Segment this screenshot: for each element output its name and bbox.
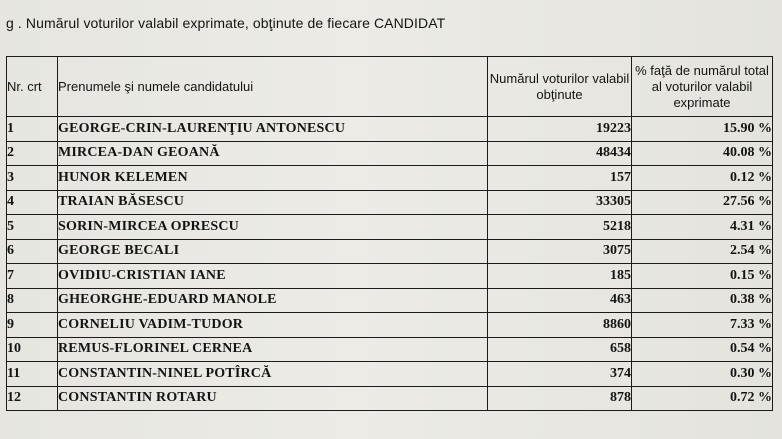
table-row	[7, 386, 773, 411]
candidate-results-table	[6, 56, 773, 411]
valid-votes-cell: 878	[488, 386, 632, 411]
row-number-cell: 11	[7, 362, 58, 387]
percentage-cell: 15.90 %	[632, 117, 773, 142]
table-row	[7, 239, 773, 264]
valid-votes-cell: 374	[488, 362, 632, 387]
valid-votes-cell: 185	[488, 264, 632, 289]
row-number-cell: 3	[7, 166, 58, 191]
table-row	[7, 166, 773, 191]
candidate-name-cell: CONSTANTIN-NINEL POTÎRCĂ	[58, 362, 488, 387]
row-number-cell: 6	[7, 239, 58, 264]
valid-votes-cell: 5218	[488, 215, 632, 240]
percentage-cell: 0.54 %	[632, 337, 773, 362]
candidate-name-cell: HUNOR KELEMEN	[58, 166, 488, 191]
percentage-cell: 0.15 %	[632, 264, 773, 289]
table-row	[7, 337, 773, 362]
candidate-name-cell: SORIN-MIRCEA OPRESCU	[58, 215, 488, 240]
header-percentage: % faţă de numărul total al voturilor valabil exprimate	[632, 57, 773, 117]
percentage-cell: 4.31 %	[632, 215, 773, 240]
valid-votes-cell: 19223	[488, 117, 632, 142]
row-number-cell: 12	[7, 386, 58, 411]
percentage-cell: 0.38 %	[632, 288, 773, 313]
candidate-name-cell: OVIDIU-CRISTIAN IANE	[58, 264, 488, 289]
candidate-name-cell: GHEORGHE-EDUARD MANOLE	[58, 288, 488, 313]
table-row	[7, 190, 773, 215]
row-number-cell: 10	[7, 337, 58, 362]
candidate-name-cell: CORNELIU VADIM-TUDOR	[58, 313, 488, 338]
percentage-cell: 0.30 %	[632, 362, 773, 387]
valid-votes-cell: 658	[488, 337, 632, 362]
table-body	[7, 117, 773, 411]
valid-votes-cell: 8860	[488, 313, 632, 338]
table-row	[7, 313, 773, 338]
percentage-cell: 40.08 %	[632, 141, 773, 166]
header-nr-crt: Nr. crt	[7, 57, 58, 117]
candidate-name-cell: REMUS-FLORINEL CERNEA	[58, 337, 488, 362]
table-row	[7, 141, 773, 166]
header-candidate-name: Prenumele şi numele candidatului	[58, 57, 488, 117]
table-row	[7, 215, 773, 240]
table-row	[7, 264, 773, 289]
valid-votes-cell: 33305	[488, 190, 632, 215]
valid-votes-cell: 157	[488, 166, 632, 191]
candidate-name-cell: MIRCEA-DAN GEOANĂ	[58, 141, 488, 166]
percentage-cell: 0.12 %	[632, 166, 773, 191]
table-row	[7, 362, 773, 387]
valid-votes-cell: 3075	[488, 239, 632, 264]
row-number-cell: 8	[7, 288, 58, 313]
row-number-cell: 7	[7, 264, 58, 289]
section-title: g . Numărul voturilor valabil exprimate, obţinute de fiecare CANDIDAT	[6, 15, 446, 31]
percentage-cell: 27.56 %	[632, 190, 773, 215]
table-header-row	[7, 57, 773, 117]
row-number-cell: 4	[7, 190, 58, 215]
percentage-cell: 2.54 %	[632, 239, 773, 264]
candidate-name-cell: TRAIAN BĂSESCU	[58, 190, 488, 215]
row-number-cell: 9	[7, 313, 58, 338]
candidate-name-cell: GEORGE BECALI	[58, 239, 488, 264]
header-valid-votes: Numărul voturilor valabil obţinute	[488, 57, 632, 117]
row-number-cell: 1	[7, 117, 58, 142]
candidate-name-cell: GEORGE-CRIN-LAURENŢIU ANTONESCU	[58, 117, 488, 142]
valid-votes-cell: 48434	[488, 141, 632, 166]
row-number-cell: 2	[7, 141, 58, 166]
percentage-cell: 0.72 %	[632, 386, 773, 411]
row-number-cell: 5	[7, 215, 58, 240]
table-row	[7, 117, 773, 142]
valid-votes-cell: 463	[488, 288, 632, 313]
candidate-name-cell: CONSTANTIN ROTARU	[58, 386, 488, 411]
table-row	[7, 288, 773, 313]
percentage-cell: 7.33 %	[632, 313, 773, 338]
